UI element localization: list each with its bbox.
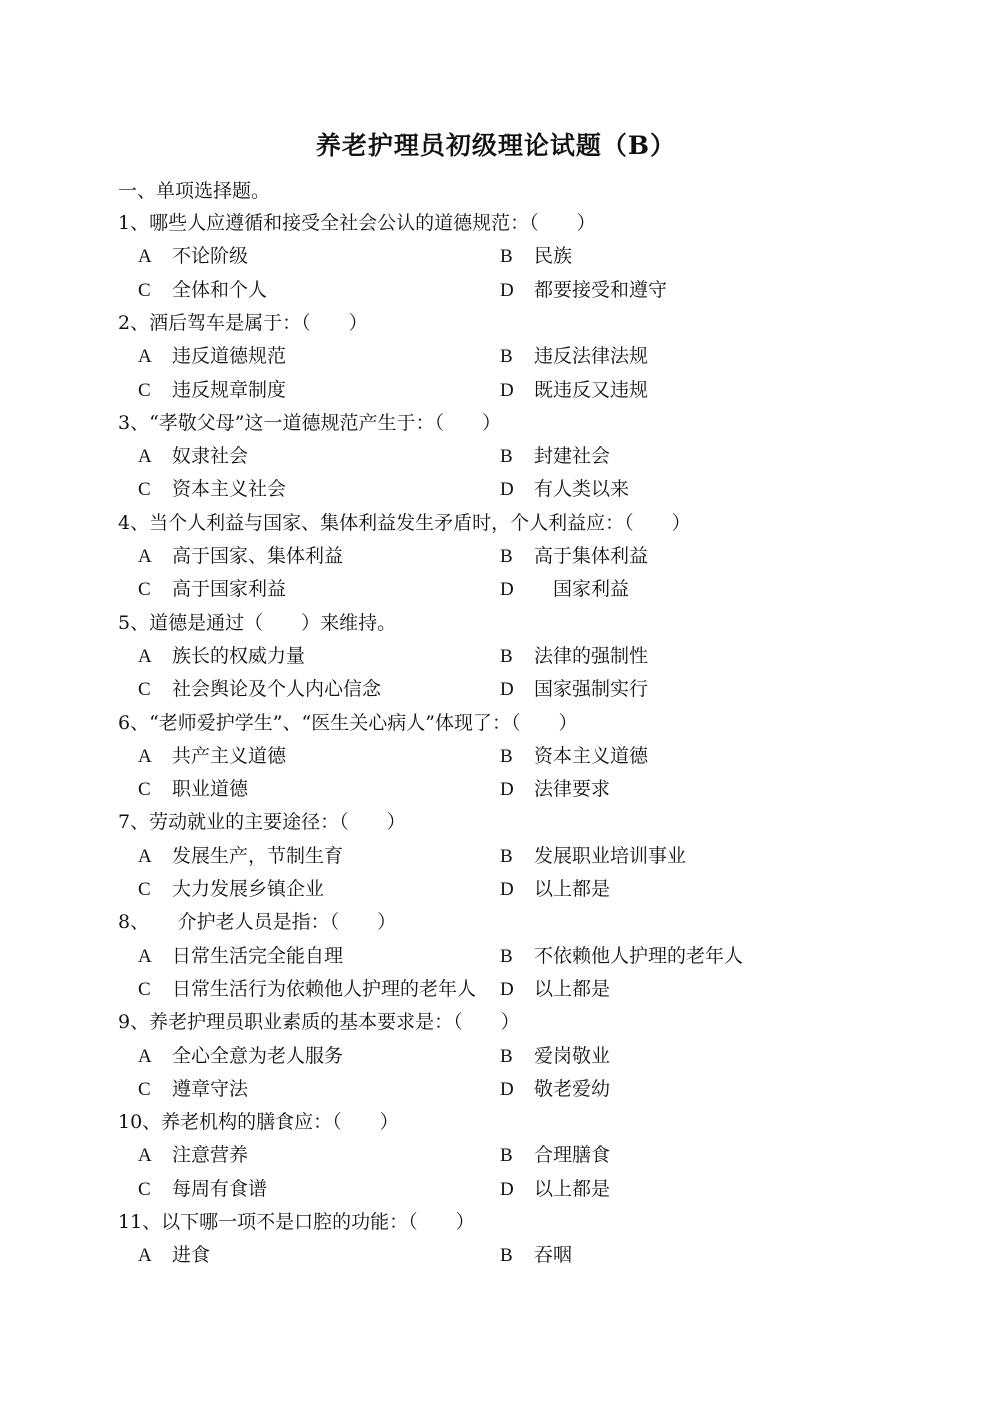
option-text: 都要接受和遵守: [534, 278, 668, 301]
answer-option-c: [138, 1172, 267, 1206]
answer-option-c: [138, 373, 286, 407]
answer-option-b: [500, 239, 572, 273]
option-letter: C: [138, 978, 151, 1000]
option-text: 既违反又违规: [534, 378, 649, 401]
option-text: 发展生产，节制生育: [172, 844, 344, 867]
option-text: 奴隶社会: [172, 445, 249, 468]
answer-option-a: [138, 1039, 343, 1073]
option-text: 遵章守法: [172, 1077, 249, 1100]
answer-option-a: [138, 739, 286, 773]
option-letter: A: [138, 1245, 152, 1267]
answer-option-b: [500, 339, 648, 373]
option-text: 爱岗敬业: [534, 1044, 611, 1067]
answer-option-d: [500, 872, 610, 906]
option-text: 高于国家、集体利益: [172, 545, 344, 567]
option-text: 国家利益: [534, 578, 630, 601]
option-letter: B: [500, 246, 513, 268]
option-letter: D: [500, 379, 514, 401]
answer-option-b: [500, 839, 686, 873]
answer-option-d: [500, 772, 610, 806]
answer-option-a: [138, 839, 343, 873]
answer-option-c: [138, 1072, 248, 1106]
option-text: 民族: [534, 245, 573, 268]
option-letter: C: [138, 779, 151, 801]
option-text: 注意营养: [172, 1144, 249, 1167]
option-text: 资本主义社会: [172, 478, 287, 501]
option-text: 敬老爱幼: [534, 1077, 611, 1100]
answer-option-b: [500, 439, 610, 473]
option-letter: A: [138, 446, 152, 468]
option-letter: A: [138, 246, 152, 268]
option-letter: B: [500, 945, 513, 967]
answer-option-a: [138, 439, 248, 473]
option-letter: A: [138, 1045, 152, 1067]
question-stem: 6、“老师爱护学生”、“医生关心病人”体现了：（ ）: [118, 711, 578, 734]
option-text: 违反法律法规: [534, 345, 649, 368]
question-stem: 9、养老护理员职业素质的基本要求是：（ ）: [118, 1011, 520, 1034]
option-letter: D: [500, 479, 514, 501]
option-letter: A: [138, 745, 152, 767]
option-text: 不论阶级: [172, 245, 249, 268]
answer-option-c: [138, 772, 248, 806]
answer-option-a: [138, 639, 305, 673]
question-stem: 10、养老机构的膳食应：（ ）: [118, 1111, 399, 1134]
question-stem: 5、道德是通过（ ）来维持。: [118, 611, 397, 634]
question-stem: 11、以下哪一项不是口腔的功能：（ ）: [118, 1211, 475, 1233]
answer-option-d: [500, 472, 629, 506]
option-text: 法律要求: [534, 778, 611, 801]
option-letter: C: [138, 479, 151, 501]
option-text: 发展职业培训事业: [534, 844, 687, 867]
section-heading: 一、单项选择题。: [118, 180, 271, 202]
answer-option-b: [500, 739, 648, 773]
option-text: 族长的权威力量: [172, 644, 306, 667]
option-letter: A: [138, 645, 152, 667]
option-text: 资本主义道德: [534, 744, 649, 767]
option-letter: D: [500, 1178, 514, 1200]
option-letter: C: [138, 1178, 151, 1200]
option-text: 不依赖他人护理的老年人: [534, 944, 744, 967]
answer-option-a: [138, 939, 343, 973]
answer-option-b: [500, 539, 648, 573]
option-text: 合理膳食: [534, 1144, 611, 1167]
option-letter: B: [500, 346, 513, 368]
option-text: 吞咽: [534, 1244, 573, 1267]
answer-option-b: [500, 1238, 572, 1272]
option-letter: B: [500, 1145, 513, 1167]
option-letter: A: [138, 945, 152, 967]
option-letter: C: [138, 679, 151, 701]
option-text: 以上都是: [534, 977, 611, 1000]
question-stem: 1、哪些人应遵循和接受全社会公认的道德规范：（ ）: [118, 212, 596, 234]
option-text: 高于集体利益: [534, 545, 649, 567]
option-letter: B: [500, 1045, 513, 1067]
option-text: 高于国家利益: [172, 578, 287, 601]
option-text: 大力发展乡镇企业: [172, 878, 325, 900]
option-letter: D: [500, 279, 514, 301]
option-letter: B: [500, 546, 513, 567]
option-text: 社会舆论及个人内心信念: [172, 678, 382, 701]
answer-option-b: [500, 1039, 610, 1073]
option-text: 以上都是: [534, 1177, 611, 1200]
option-letter: C: [138, 879, 151, 900]
option-text: 职业道德: [172, 778, 249, 801]
option-text: 违反道德规范: [172, 345, 287, 368]
answer-option-d: [500, 373, 648, 407]
option-text: 共产主义道德: [172, 744, 287, 767]
option-letter: D: [500, 779, 514, 801]
answer-option-c: [138, 472, 286, 506]
option-text: 全体和个人: [172, 278, 268, 301]
answer-option-c: [138, 572, 286, 606]
option-letter: A: [138, 1145, 152, 1167]
answer-option-d: [500, 1072, 610, 1106]
answer-option-a: [138, 1138, 248, 1172]
option-letter: C: [138, 579, 151, 601]
option-letter: B: [500, 645, 513, 667]
option-text: 有人类以来: [534, 478, 630, 501]
option-text: 法律的强制性: [534, 644, 649, 667]
option-letter: D: [500, 1078, 514, 1100]
answer-option-b: [500, 639, 648, 673]
option-letter: A: [138, 845, 152, 867]
option-letter: A: [138, 546, 152, 567]
answer-option-c: [138, 972, 476, 1006]
answer-option-a: [138, 239, 248, 273]
option-letter: D: [500, 679, 514, 701]
option-text: 违反规章制度: [172, 378, 287, 401]
option-letter: B: [500, 1245, 513, 1267]
question-stem: 4、当个人利益与国家、集体利益发生矛盾时，个人利益应：（ ）: [118, 511, 691, 534]
answer-option-d: [500, 672, 648, 706]
option-text: 日常生活行为依赖他人护理的老年人: [172, 977, 477, 1000]
option-text: 以上都是: [534, 878, 611, 900]
question-stem: 8、 介护老人员是指：（ ）: [118, 911, 397, 934]
option-letter: B: [500, 745, 513, 767]
option-text: 进食: [172, 1244, 211, 1267]
question-stem: 3、“孝敬父母”这一道德规范产生于：（ ）: [118, 411, 502, 434]
answer-option-b: [500, 1138, 610, 1172]
option-text: 国家强制实行: [534, 678, 649, 701]
answer-option-a: [138, 1238, 210, 1272]
option-letter: B: [500, 845, 513, 867]
page-title: 养老护理员初级理论试题（B）: [315, 131, 677, 160]
answer-option-d: [500, 1172, 610, 1206]
question-stem: 2、酒后驾车是属于：（ ）: [118, 311, 368, 334]
option-text: 全心全意为老人服务: [172, 1044, 344, 1067]
option-letter: C: [138, 1078, 151, 1100]
option-letter: D: [500, 978, 514, 1000]
answer-option-c: [138, 872, 324, 906]
option-text: 封建社会: [534, 445, 611, 468]
option-letter: C: [138, 279, 151, 301]
option-text: 每周有食谱: [172, 1177, 268, 1200]
question-stem: 7、劳动就业的主要途径：（ ）: [118, 811, 406, 834]
answer-option-c: [138, 273, 267, 307]
option-text: 日常生活完全能自理: [172, 944, 344, 967]
answer-option-d: [500, 572, 629, 606]
answer-option-a: [138, 339, 286, 373]
option-letter: D: [500, 879, 514, 900]
answer-option-d: [500, 273, 667, 307]
option-letter: A: [138, 346, 152, 368]
answer-option-b: [500, 939, 743, 973]
option-letter: B: [500, 446, 513, 468]
answer-option-d: [500, 972, 610, 1006]
option-letter: D: [500, 579, 514, 601]
answer-option-a: [138, 539, 343, 573]
option-letter: C: [138, 379, 151, 401]
answer-option-c: [138, 672, 381, 706]
